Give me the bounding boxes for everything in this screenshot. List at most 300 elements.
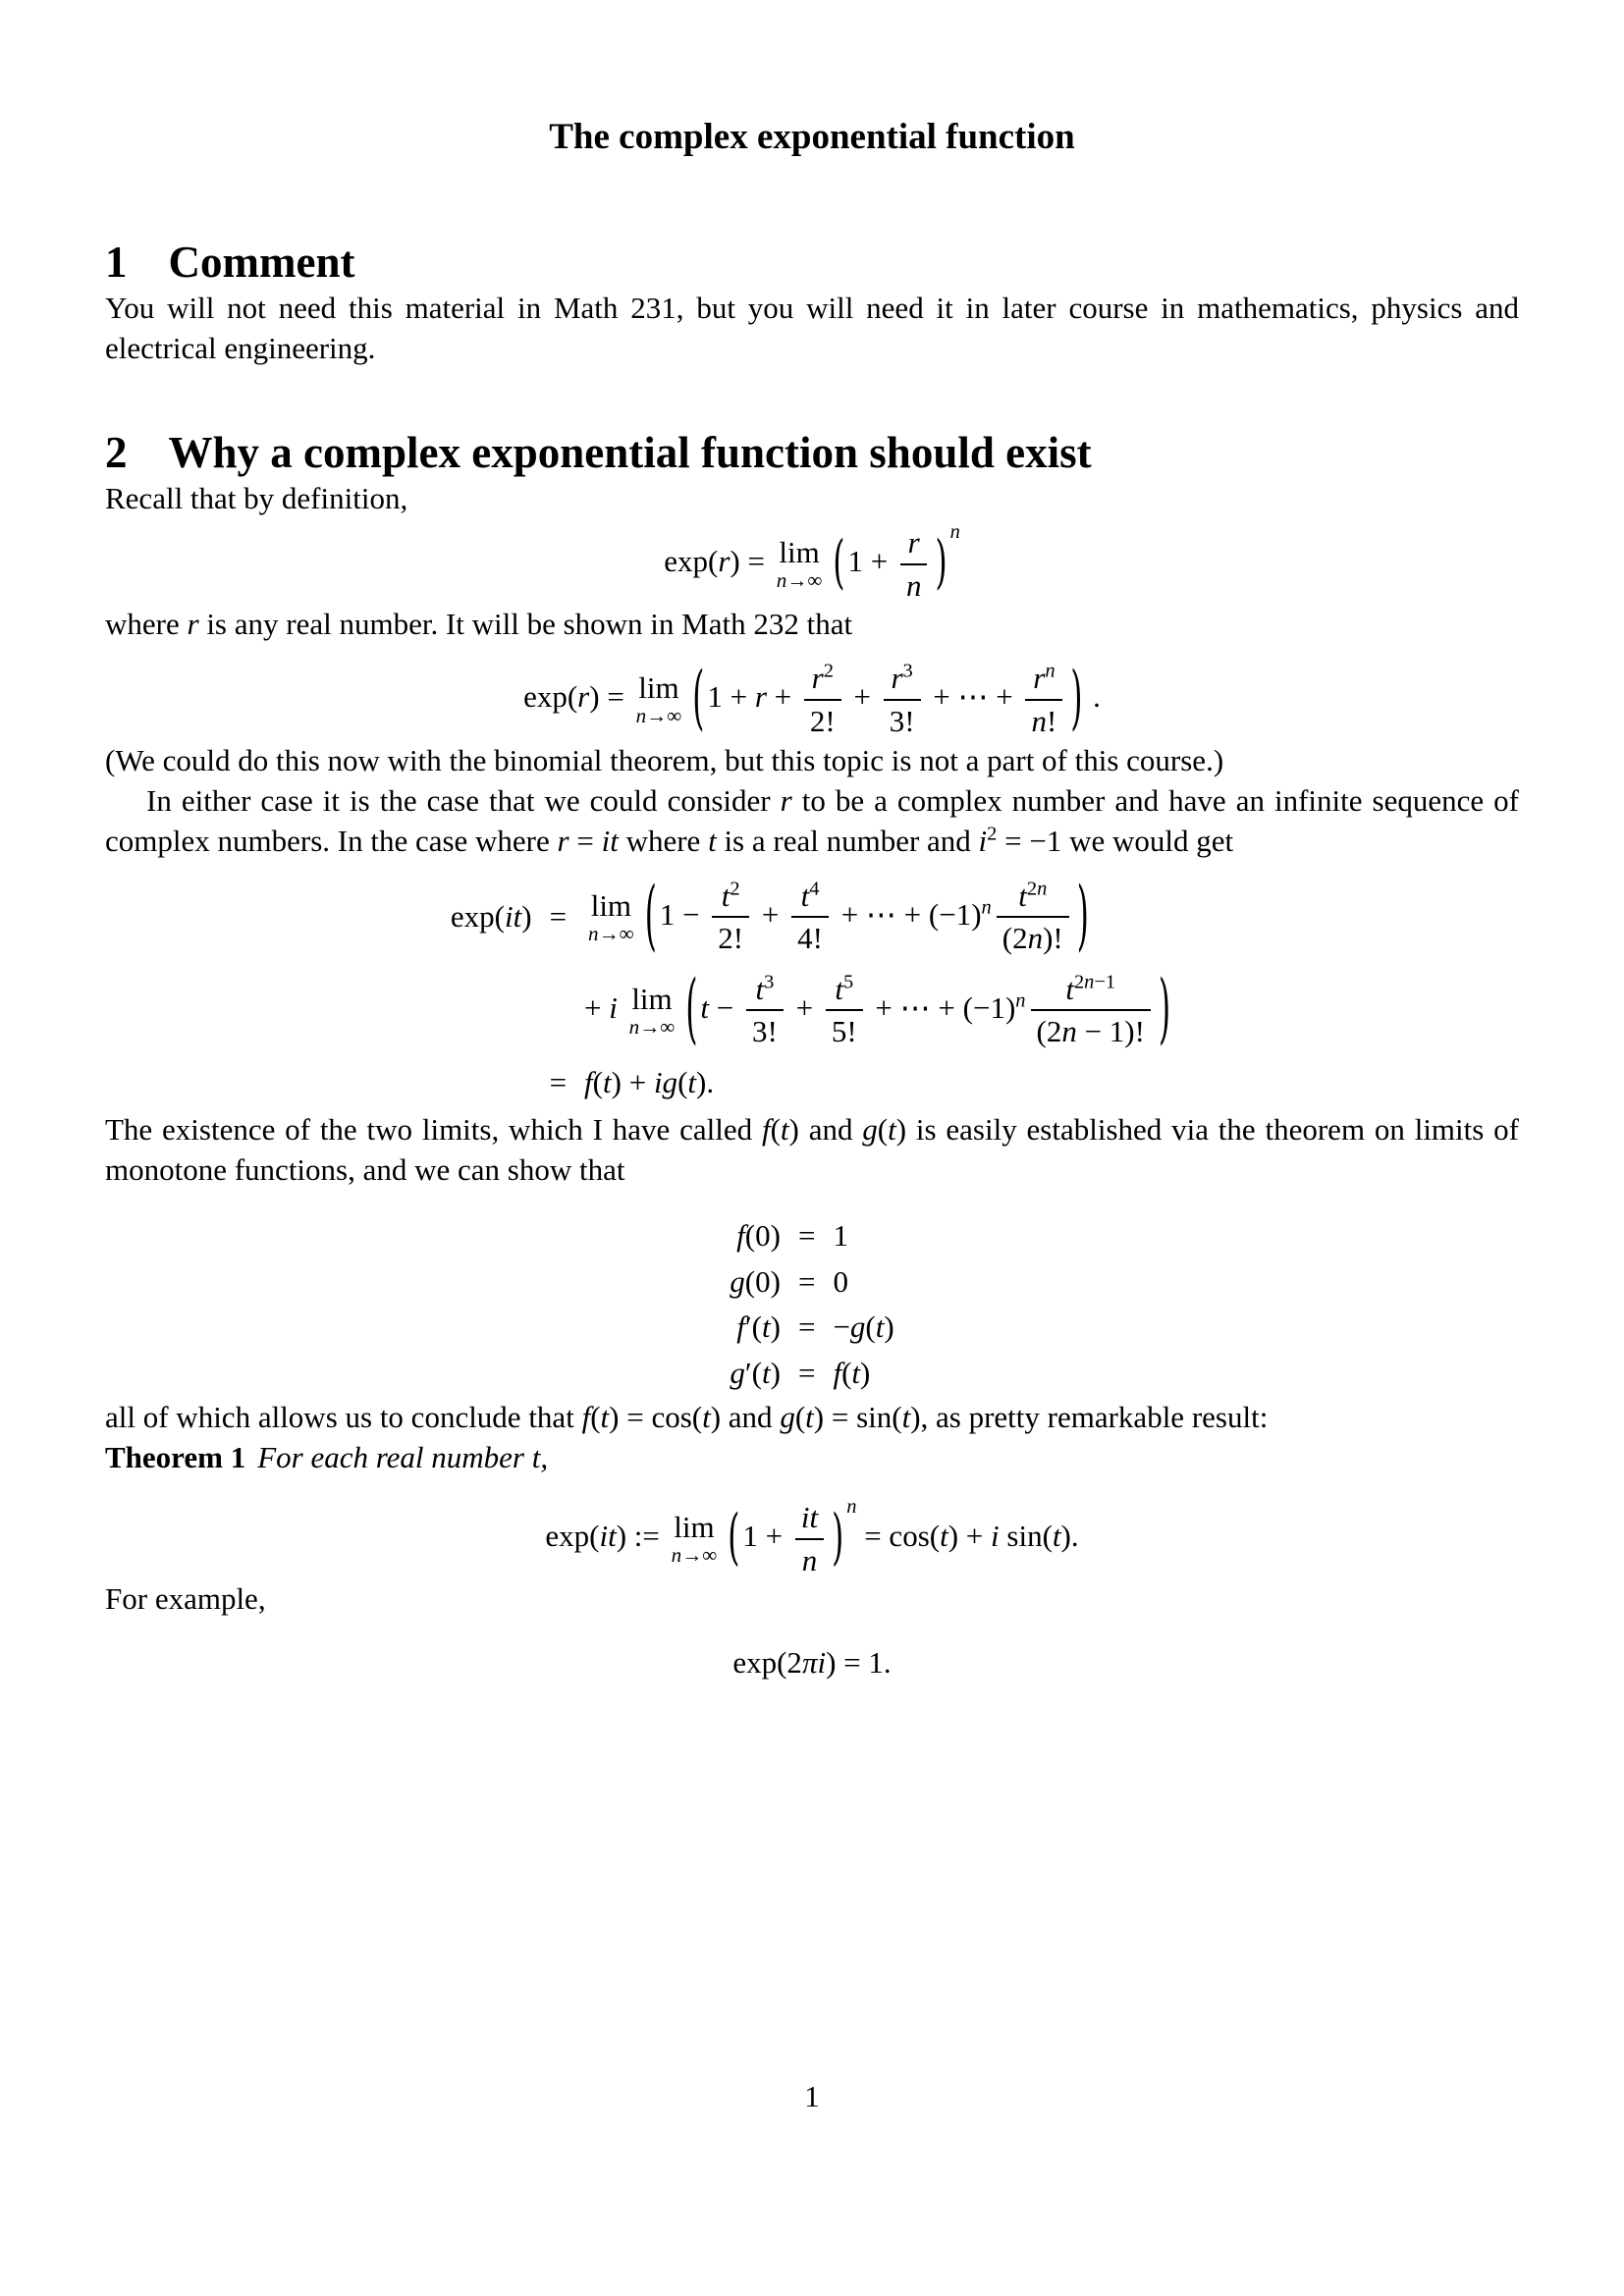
math-token: where	[618, 823, 709, 858]
math-token: it	[599, 1518, 617, 1553]
fraction	[900, 524, 928, 604]
math-token: g	[849, 1309, 866, 1345]
paragraph-intro	[105, 288, 1519, 368]
math-token: g	[780, 1399, 795, 1434]
math-token: For example,	[105, 1581, 266, 1617]
math-token: i	[609, 989, 618, 1025]
math-token: t	[708, 823, 717, 858]
fraction	[791, 878, 829, 957]
math-token: +	[845, 679, 879, 715]
numerator	[1031, 971, 1151, 1012]
math-token: The existence of the two limits, which I have called	[105, 1111, 762, 1147]
equation-lhs	[726, 1351, 785, 1397]
limit	[636, 672, 682, 726]
math-token: t	[1065, 971, 1074, 1006]
math-token: →∞	[646, 704, 682, 728]
math-token: ig	[653, 1065, 678, 1100]
limit-word: lim	[674, 1509, 715, 1544]
math-token: −1	[1094, 971, 1116, 993]
math-token: )	[521, 898, 532, 934]
equation-relation	[536, 964, 580, 1057]
math-token: n	[1015, 989, 1026, 1012]
math-token: 2	[730, 878, 740, 900]
superscript	[843, 972, 853, 993]
equation-rhs	[580, 871, 1177, 964]
math-token: n	[846, 1495, 857, 1518]
paragraph-recall	[105, 478, 1519, 518]
math-token: r	[187, 607, 199, 642]
math-token: 3!	[889, 703, 915, 738]
equation-lhs	[726, 1305, 785, 1351]
parenthesis: )	[1076, 871, 1089, 960]
parenthesis: (	[692, 658, 705, 740]
limit-subscript	[628, 1014, 676, 1039]
math-token: −	[709, 989, 742, 1025]
math-token: n	[635, 704, 647, 728]
math-token: t	[800, 878, 810, 913]
math-token: (We could do this now with the binomial theorem, but this topic is not a part of this course.)	[105, 742, 1224, 777]
numerator	[746, 971, 784, 1012]
math-token: 4!	[797, 921, 823, 956]
math-token: 5!	[831, 1014, 857, 1049]
superscript	[730, 878, 739, 899]
superscript	[824, 661, 834, 682]
superscript	[1027, 878, 1047, 899]
parenthesis: )	[832, 1502, 844, 1574]
math-token: r	[557, 823, 569, 858]
equation-rhs	[829, 1351, 897, 1397]
denominator	[1025, 701, 1062, 740]
parenthesis: )	[1070, 658, 1083, 740]
denominator	[791, 918, 829, 957]
section-number: 1	[105, 238, 128, 287]
parenthesis: )	[935, 529, 947, 597]
paragraph-existence	[105, 1109, 1519, 1190]
math-token: ) and	[710, 1399, 781, 1434]
limit-subscript	[671, 1542, 718, 1567]
math-token: = cos(	[856, 1518, 941, 1553]
equation-array	[726, 1213, 897, 1397]
math-token: (	[877, 1111, 889, 1147]
equation-lhs	[726, 1259, 785, 1306]
math-token: f	[736, 1217, 745, 1253]
math-token: ′(	[744, 1356, 762, 1391]
math-token: n	[1031, 703, 1047, 738]
math-token: πi	[801, 1645, 827, 1681]
math-token: .	[1085, 679, 1101, 715]
math-token: r	[1033, 661, 1046, 696]
math-token: i	[978, 823, 988, 858]
math-token: Recall that by definition,	[105, 481, 408, 515]
math-token: ) = 1.	[826, 1645, 892, 1681]
equation-exp-series	[105, 660, 1519, 739]
math-token: 2	[1026, 878, 1038, 900]
math-token: t	[835, 971, 843, 1006]
math-token: n	[1045, 660, 1056, 682]
math-token: →∞	[681, 1542, 718, 1567]
math-token: ) +	[611, 1065, 654, 1100]
fraction	[1025, 660, 1062, 739]
math-token: =	[797, 1217, 816, 1253]
math-token: r	[811, 661, 824, 696]
math-token: −	[833, 1309, 850, 1345]
denominator	[712, 918, 749, 957]
paragraph-example	[105, 1578, 1519, 1619]
math-token: t	[687, 1065, 697, 1100]
math-token: =	[797, 1263, 816, 1299]
math-token: t	[603, 1065, 612, 1100]
paragraph-conclude	[105, 1397, 1519, 1437]
math-token: n	[801, 1542, 818, 1577]
theorem-label: Theorem 1	[105, 1439, 246, 1474]
fraction	[997, 878, 1069, 957]
limit-subscript	[636, 706, 682, 726]
section-heading-why	[105, 427, 1519, 478]
math-token: ), as pretty remarkable result:	[910, 1399, 1269, 1434]
math-token: 1 −	[659, 896, 708, 932]
numerator	[791, 878, 829, 919]
math-token: r	[577, 679, 590, 715]
equation-theorem	[105, 1495, 1519, 1578]
math-token	[618, 990, 625, 1025]
equation-relation	[785, 1259, 829, 1306]
math-token: f	[833, 1356, 842, 1391]
math-token: 3	[902, 660, 913, 682]
math-token: n	[1061, 1014, 1077, 1049]
limit-subscript	[777, 570, 823, 591]
limit-word: lim	[590, 887, 632, 923]
paragraph-where	[105, 604, 1519, 644]
math-token: (0)	[744, 1217, 781, 1253]
equation-rhs	[829, 1259, 897, 1306]
equation-array	[447, 871, 1177, 1109]
equation-relation	[536, 1057, 580, 1109]
math-token: t	[762, 1356, 771, 1391]
equation-row	[726, 1259, 897, 1306]
parenthesis: (	[685, 965, 698, 1054]
math-token: (	[794, 1399, 806, 1434]
math-token: n	[981, 895, 992, 918]
math-token: is a real number and	[716, 823, 979, 858]
equation-initial-values	[105, 1213, 1519, 1397]
math-token: )	[770, 1356, 781, 1391]
math-token: (	[865, 1309, 876, 1345]
math-token: ).	[1060, 1518, 1079, 1553]
equation-rhs	[580, 1057, 1177, 1109]
paragraph-either-case	[105, 780, 1519, 861]
math-token: =	[797, 1356, 816, 1391]
math-token: (2	[1001, 921, 1028, 956]
math-token: =	[549, 1065, 568, 1100]
math-token: ) =	[730, 543, 773, 578]
math-token: g	[862, 1111, 878, 1147]
page-number: 1	[804, 2079, 820, 2113]
numerator	[795, 1499, 824, 1540]
denominator	[795, 1540, 824, 1579]
superscript	[809, 878, 819, 899]
math-token: n	[1037, 878, 1048, 900]
equation-rhs	[829, 1213, 897, 1259]
math-token: 4	[809, 878, 820, 900]
equation-exp-it-expansion	[105, 871, 1519, 1109]
parenthesis: )	[1158, 965, 1171, 1054]
document-title: The complex exponential function	[549, 117, 1075, 157]
math-token: t	[1018, 878, 1027, 913]
math-token: = −1 we would get	[997, 823, 1234, 858]
math-token: (	[677, 1065, 688, 1100]
math-token: sin(	[999, 1518, 1053, 1553]
numerator	[997, 878, 1069, 919]
numerator	[804, 660, 841, 701]
math-token: r	[754, 679, 767, 715]
math-token: exp(2	[732, 1645, 802, 1681]
limit-subscript	[588, 921, 634, 945]
equation-exp-2pi-i	[105, 1644, 1519, 1682]
math-token: )	[770, 1309, 781, 1345]
math-token: n	[588, 921, 599, 945]
theorem-1	[105, 1437, 1519, 1477]
limit	[671, 1509, 718, 1567]
fraction	[1031, 971, 1151, 1050]
math-token: )!	[1043, 921, 1063, 956]
equation-row	[447, 1057, 1177, 1109]
math-token: t	[940, 1518, 948, 1553]
equation-row	[447, 871, 1177, 964]
math-token: f	[581, 1399, 591, 1434]
fraction	[746, 971, 784, 1050]
superscript	[903, 661, 913, 682]
equation-lhs	[447, 1057, 536, 1109]
math-token: it	[800, 1499, 819, 1534]
math-token: In either case it is the case that we could consider	[146, 782, 781, 818]
math-token: t	[600, 1399, 610, 1434]
math-token: 1	[833, 1217, 848, 1253]
math-token: →∞	[598, 921, 634, 945]
math-token: ) :=	[616, 1518, 668, 1553]
math-token: =	[797, 1309, 816, 1345]
math-token: 2	[1073, 971, 1085, 993]
math-token: t	[780, 1111, 789, 1147]
math-token: f	[584, 1065, 593, 1100]
superscript	[846, 1496, 856, 1518]
denominator	[1031, 1011, 1151, 1050]
section-number: 2	[105, 428, 128, 477]
math-token: t	[1052, 1518, 1061, 1553]
equation-relation	[536, 871, 580, 964]
equation-relation	[785, 1213, 829, 1259]
math-token: 3	[764, 971, 775, 993]
math-token: t	[875, 1309, 885, 1345]
math-token: !	[1046, 703, 1057, 738]
math-token: n	[905, 567, 922, 603]
equation-row	[726, 1351, 897, 1397]
math-token: t	[805, 1399, 814, 1434]
math-token: ) and	[788, 1111, 863, 1147]
math-token: it	[505, 898, 522, 934]
paragraph-binomial	[105, 740, 1519, 780]
section-title: Why a complex exponential function should exist	[168, 428, 1092, 477]
math-token: n	[949, 520, 960, 543]
fraction	[795, 1499, 824, 1578]
math-token: t	[851, 1356, 861, 1391]
equation-rhs	[580, 964, 1177, 1057]
limit	[588, 887, 634, 945]
math-token: )	[860, 1356, 871, 1391]
superscript	[987, 823, 997, 844]
numerator	[884, 660, 921, 701]
math-token: n	[776, 568, 787, 593]
parenthesis: (	[644, 871, 657, 960]
math-token: ′(	[744, 1309, 762, 1345]
math-token: t	[702, 1399, 711, 1434]
math-token: t	[901, 1399, 911, 1434]
parenthesis: (	[833, 529, 845, 597]
denominator	[804, 701, 841, 740]
math-token: ) =	[589, 679, 632, 715]
math-token: =	[568, 823, 602, 858]
equation-relation	[785, 1351, 829, 1397]
math-token: f	[736, 1309, 745, 1345]
math-token: ) = cos(	[609, 1399, 703, 1434]
math-token: exp(	[664, 543, 719, 578]
math-token: =	[549, 898, 568, 934]
math-token: 2!	[809, 703, 836, 738]
math-token: )	[884, 1309, 894, 1345]
denominator	[746, 1011, 784, 1050]
theorem-statement	[257, 1440, 548, 1474]
fraction	[884, 660, 921, 739]
math-token: →∞	[786, 568, 823, 593]
equation-relation	[785, 1305, 829, 1351]
math-token: 2!	[718, 921, 744, 956]
math-token: n	[628, 1014, 640, 1039]
math-token: (	[590, 1399, 601, 1434]
parenthesis: (	[728, 1502, 740, 1574]
numerator	[826, 971, 863, 1012]
math-token: t	[762, 1309, 771, 1345]
math-token: t	[721, 878, 731, 913]
math-token: 5	[842, 971, 854, 993]
math-token: (	[841, 1356, 852, 1391]
fraction	[826, 971, 863, 1050]
numerator	[1025, 660, 1062, 701]
math-token: exp(	[545, 1518, 600, 1553]
math-token: t	[700, 989, 710, 1025]
superscript	[1015, 989, 1025, 1011]
math-token: 1 +	[742, 1518, 790, 1553]
denominator	[900, 565, 928, 605]
math-token: 0	[833, 1263, 848, 1299]
fraction	[804, 660, 841, 739]
superscript	[764, 972, 774, 993]
math-token: r	[891, 661, 903, 696]
math-token: r	[780, 782, 792, 818]
math-token: t	[755, 971, 765, 1006]
math-token: r	[907, 525, 920, 560]
math-token: 1 +	[847, 543, 895, 578]
math-token: where	[105, 607, 188, 642]
math-token: + ⋯ + (−1)	[833, 896, 982, 932]
math-token: all of which allows us to conclude that	[105, 1399, 582, 1434]
limit-word: lim	[779, 535, 820, 570]
denominator	[826, 1011, 863, 1050]
math-token: − 1)!	[1076, 1014, 1145, 1049]
equation-row	[726, 1305, 897, 1351]
equation-rhs	[829, 1305, 897, 1351]
math-token: (2	[1036, 1014, 1062, 1049]
math-token: f	[761, 1111, 771, 1147]
numerator	[900, 524, 928, 565]
math-token: g	[730, 1356, 745, 1391]
math-token: +	[754, 896, 787, 932]
superscript	[950, 521, 960, 543]
math-token: to be a complex number and have an infinite sequence of complex numbers. In the case where	[105, 782, 1519, 858]
equation-lhs	[726, 1213, 785, 1259]
math-token: n	[1084, 971, 1095, 993]
math-token: 2	[987, 823, 998, 845]
math-token: 2	[823, 660, 834, 682]
limit	[777, 537, 823, 591]
math-token: ) +	[947, 1518, 992, 1553]
math-token: i	[991, 1518, 1000, 1553]
superscript	[1074, 972, 1115, 993]
math-token: is any real number. It will be shown in Math 232 that	[198, 607, 853, 642]
math-token: →∞	[639, 1014, 676, 1039]
math-token: (0)	[744, 1263, 781, 1299]
math-token: For each real number t,	[257, 1439, 549, 1474]
math-token: ) = sin(	[813, 1399, 902, 1434]
math-token: +	[766, 679, 799, 715]
limit-word: lim	[638, 670, 679, 706]
math-token: exp(	[523, 679, 578, 715]
superscript	[982, 896, 992, 918]
limit	[628, 981, 676, 1039]
page-content	[105, 0, 1519, 1682]
equation-exp-limit	[105, 520, 1519, 604]
math-token: g	[730, 1263, 745, 1299]
math-token: t	[888, 1111, 896, 1147]
equation-lhs	[447, 871, 536, 964]
numerator	[712, 878, 749, 919]
equation-row	[726, 1213, 897, 1259]
math-token: + ⋯ + (−1)	[867, 989, 1016, 1025]
math-token: n	[1027, 921, 1044, 956]
math-token: r	[718, 543, 731, 578]
equation-lhs	[447, 964, 536, 1057]
math-token: You will not need this material in Math 231, but you will need it in later course in mathematics, physics and electrical engineering.	[105, 291, 1519, 365]
denominator	[884, 701, 921, 740]
equation-row	[447, 964, 1177, 1057]
denominator	[997, 918, 1069, 957]
math-token: (	[770, 1111, 781, 1147]
math-token: n	[671, 1542, 682, 1567]
math-token: it	[601, 823, 619, 858]
math-token: + ⋯ +	[925, 679, 1021, 715]
math-token: exp(	[450, 898, 505, 934]
math-token: ) is easily established via the theorem on limits of monotone functions, and we can show that	[105, 1111, 1519, 1187]
math-token: 3!	[752, 1014, 778, 1049]
math-token: ).	[696, 1065, 715, 1100]
math-token: +	[787, 989, 821, 1025]
math-token: +	[584, 989, 610, 1025]
section-heading-comment	[105, 237, 1519, 288]
math-token: 1 +	[707, 679, 755, 715]
limit-word: lim	[631, 981, 673, 1016]
fraction	[712, 878, 749, 957]
math-token: (	[592, 1065, 603, 1100]
section-title: Comment	[168, 238, 355, 287]
superscript	[1045, 661, 1055, 682]
